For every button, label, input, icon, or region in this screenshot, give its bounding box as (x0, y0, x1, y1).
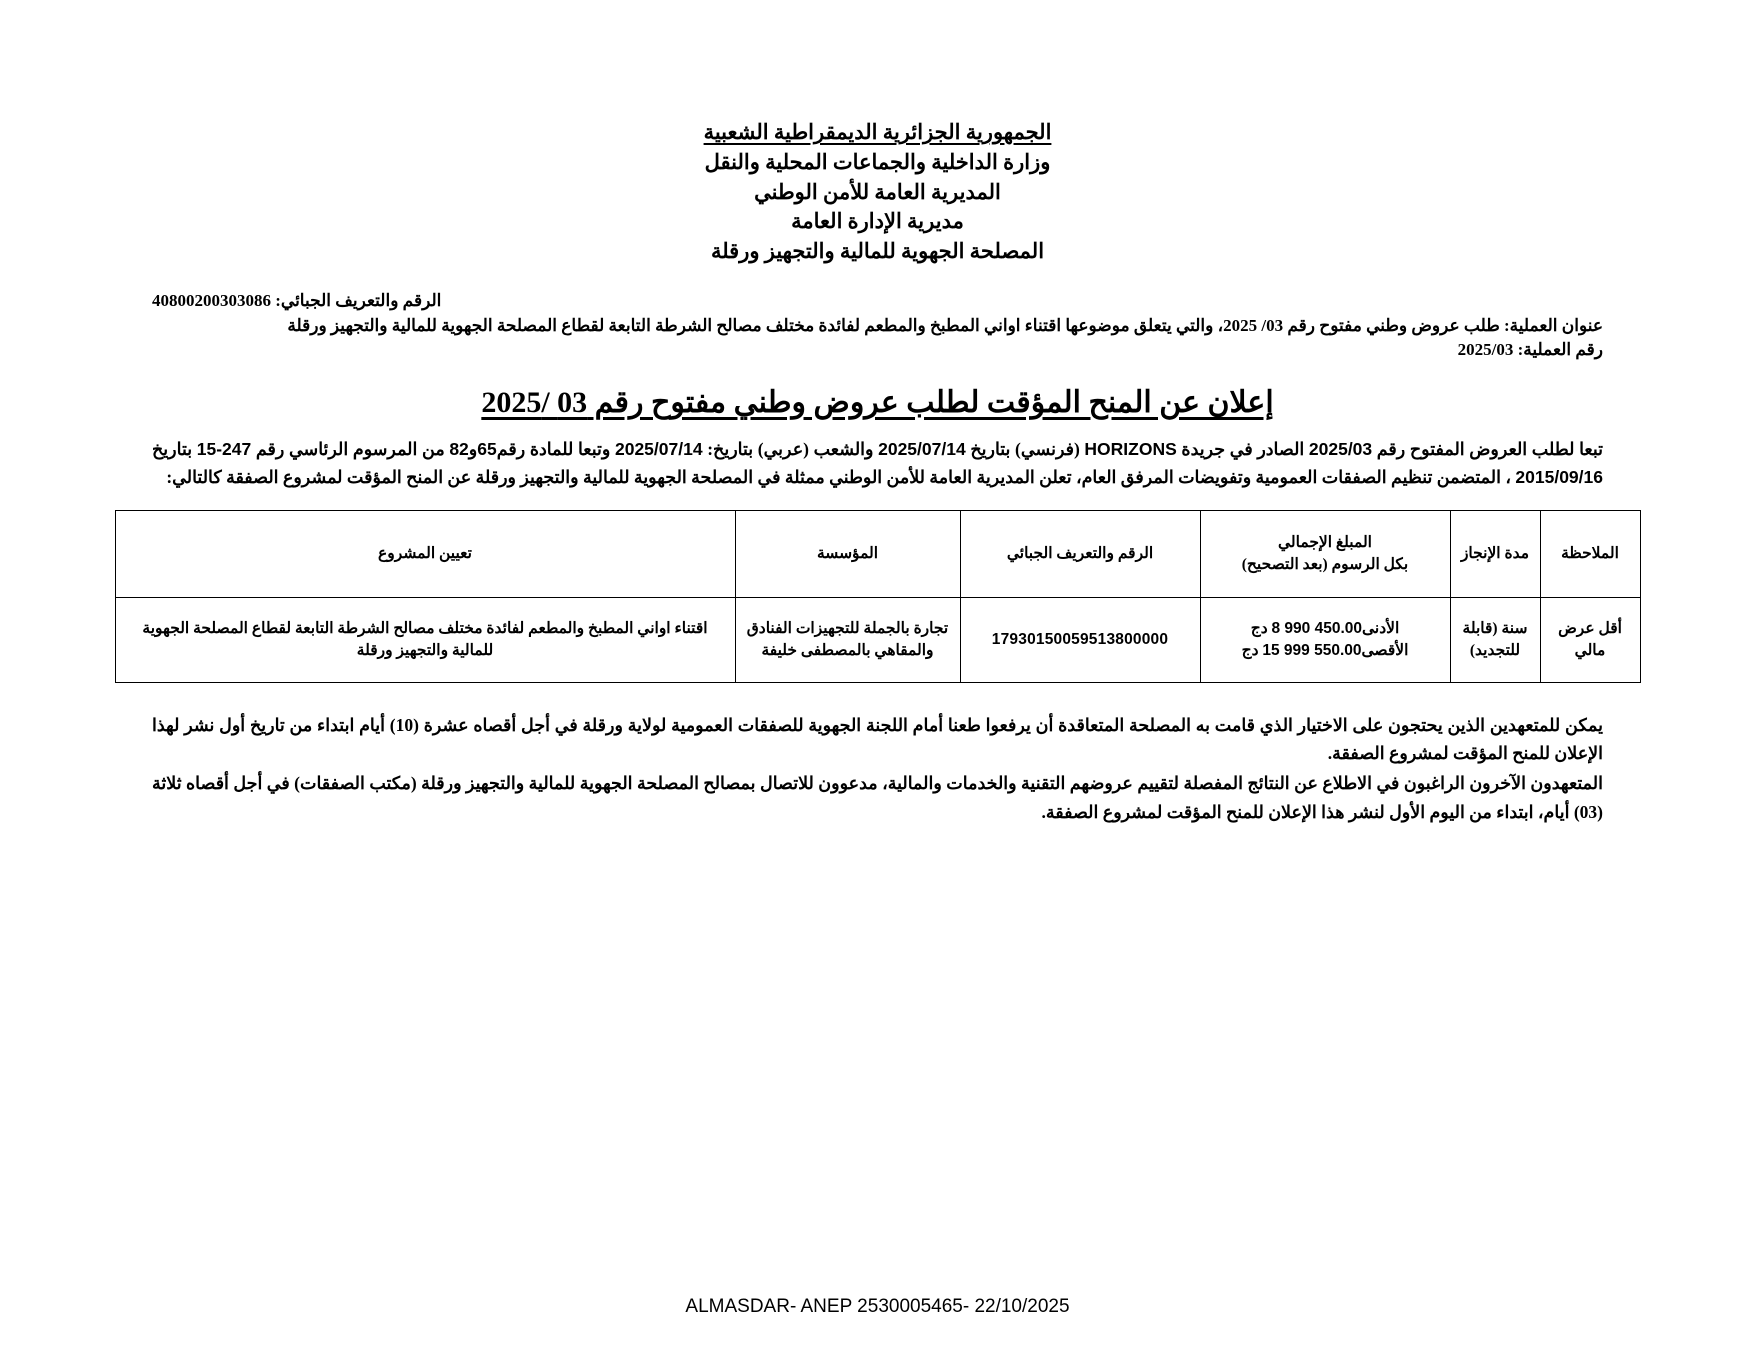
intro-l3: ممثلة في المصلحة الجهوية للمالية والتجهيز ورقلة عن المنح المؤقت لمشروع الصفقة كالتالي: (166, 467, 825, 488)
operation-number-value: 2025/03 (1457, 340, 1514, 360)
intro-date-fr: 2025/07/14 (878, 438, 966, 459)
amount-max-value: 15 999 550.00 (1262, 641, 1362, 659)
intro-date-ar: 2025/07/14 (614, 438, 703, 459)
column-header-organization: المؤسسة (735, 510, 960, 597)
intro-newspaper-name: HORIZONS (1084, 438, 1177, 459)
column-header-project: تعيين المشروع (115, 510, 735, 597)
amount-min-value: 8 990 450.00 (1271, 620, 1362, 638)
amount-min-line (1209, 618, 1442, 639)
document-page (0, 118, 1755, 1358)
cell-organization: تجارة بالجملة للتجهيزات الفنادق والمقاهي بالمصطفى خليفة (735, 597, 960, 682)
closing-paragraph-2: المتعهدون الآخرون الراغبون في الاطلاع عن النتائج المفصلة لتقييم عروضهم التقنية والخدمات والمالية، مدعوون للاتصال بمصالح المصلحة الجهوية للمالية والتجهيز ورقلة (مكتب الصفقات) في أجل أقصاه ثلاثة (03) أيام، ابتداء من اليوم الأول لنشر هذا الإعلان للمنح المؤقت لمشروع الصفقة. (152, 773, 1603, 822)
footer-reference: ALMASDAR- ANEP 2530005465- 22/10/2025 (685, 1296, 1070, 1317)
tax-id-line (152, 289, 1603, 314)
amount-min-currency: دج (1250, 620, 1268, 638)
table-header-row (115, 510, 1640, 597)
column-header-note: الملاحظة (1540, 510, 1640, 597)
letterhead-ministry: وزارة الداخلية والجماعات المحلية والنقل (704, 149, 1051, 174)
intro-decree-number: 15-247 (196, 438, 252, 459)
intro-l1c: الصادر في جريدة (1181, 438, 1305, 459)
operation-number-line (152, 338, 1603, 363)
letterhead-administration: مديرية الإدارة العامة (791, 209, 964, 234)
letterhead-regional-service: المصلحة الجهوية للمالية والتجهيز ورقلة (710, 239, 1045, 264)
intro-l2c: و (468, 438, 478, 459)
intro-article-65: 65 (477, 438, 497, 459)
column-header-amount (1200, 510, 1450, 597)
intro-l2g: بتاريخ (152, 438, 193, 459)
intro-l1e: (فرنسي) بتاريخ (970, 438, 1080, 459)
intro-l1g: والشعب (عربي) بتاريخ: (707, 438, 874, 459)
table-row (115, 597, 1640, 682)
page-title: إعلان عن المنح المؤقت لطلب عروض وطني مفتوح رقم 03 /2025 (481, 385, 1274, 419)
amount-max-currency: دج (1241, 641, 1259, 659)
letterhead-republic: الجمهورية الجزائرية الديمقراطية الشعبية (703, 120, 1052, 144)
column-header-duration: مدة الإنجاز (1450, 510, 1540, 597)
closing-paragraph-1: يمكن للمتعهدين الذين يحتجون على الاختيار الذي قامت به المصلحة المتعاقدة أن يرفعوا طعنا أمام اللجنة الجهوية للصفقات العمومية لولاية ورقلة في أجل أقصاه عشرة (10) أيام ابتداء من تاريخ أول نشر لهذا الإعلان للمنح المؤقت لمشروع الصفقة. (152, 714, 1603, 764)
intro-l2i: ، المتضمن تنظيم الصفقات العمومية وتفويضات المرفق العام، تعلن المديرية العامة للأمن الوطني (829, 467, 1512, 488)
letterhead (0, 118, 1755, 267)
cell-note: أقل عرض مالي (1540, 597, 1640, 682)
column-header-fiscal-id: الرقم والتعريف الجبائي (960, 510, 1200, 597)
intro-l1a: تبعا لطلب العروض المفتوح رقم (1376, 438, 1604, 459)
cell-project: اقتناء اواني المطبخ والمطعم لفائدة مختلف مصالح الشرطة التابعة لقطاع المصلحة الجهوية للمالية والتجهيز ورقلة (115, 597, 735, 682)
intro-l2e: من المرسوم الرئاسي رقم (255, 438, 445, 459)
column-header-amount-line1: المبلغ الإجمالي (1278, 534, 1372, 552)
identification-block (0, 289, 1755, 363)
amount-min-label: الأدنى (1362, 620, 1400, 638)
operation-title-label: عنوان العملية: (1504, 315, 1603, 335)
amount-max-line (1209, 640, 1442, 661)
intro-decree-date: 2015/09/16 (1515, 467, 1603, 488)
intro-l1i: وتبعا للمادة (529, 438, 611, 459)
operation-title-value: طلب عروض وطني مفتوح رقم 03/ 2025، والتي يتعلق موضوعها اقتناء اواني المطبخ والمطعم لفائدة مختلف مصالح الشرطة التابعة لقطاع المصلحة الجهوية للمالية والتجهيز ورقلة (287, 315, 1500, 335)
award-table (115, 510, 1641, 683)
amount-max-label: الأقصى (1361, 641, 1409, 659)
intro-article-82: 82 (449, 438, 469, 459)
cell-fiscal-id: 17930150059513800000 (960, 597, 1200, 682)
tax-id-value: 40800200303086 (152, 291, 271, 311)
column-header-amount-line2: بكل الرسوم (بعد التصحيح) (1241, 555, 1409, 573)
intro-tender-number: 2025/03 (1308, 438, 1373, 459)
cell-amount (1200, 597, 1450, 682)
operation-number-label: رقم العملية: (1517, 340, 1603, 360)
tax-id-label: الرقم والتعريف الجبائي: (275, 291, 442, 311)
closing-block (0, 711, 1755, 826)
intro-paragraph (0, 435, 1755, 492)
letterhead-directorate-general: المديرية العامة للأمن الوطني (754, 179, 1001, 204)
operation-title-line (152, 314, 1603, 339)
intro-l2a: رقم (496, 438, 526, 459)
cell-duration: سنة (قابلة للتجديد) (1450, 597, 1540, 682)
